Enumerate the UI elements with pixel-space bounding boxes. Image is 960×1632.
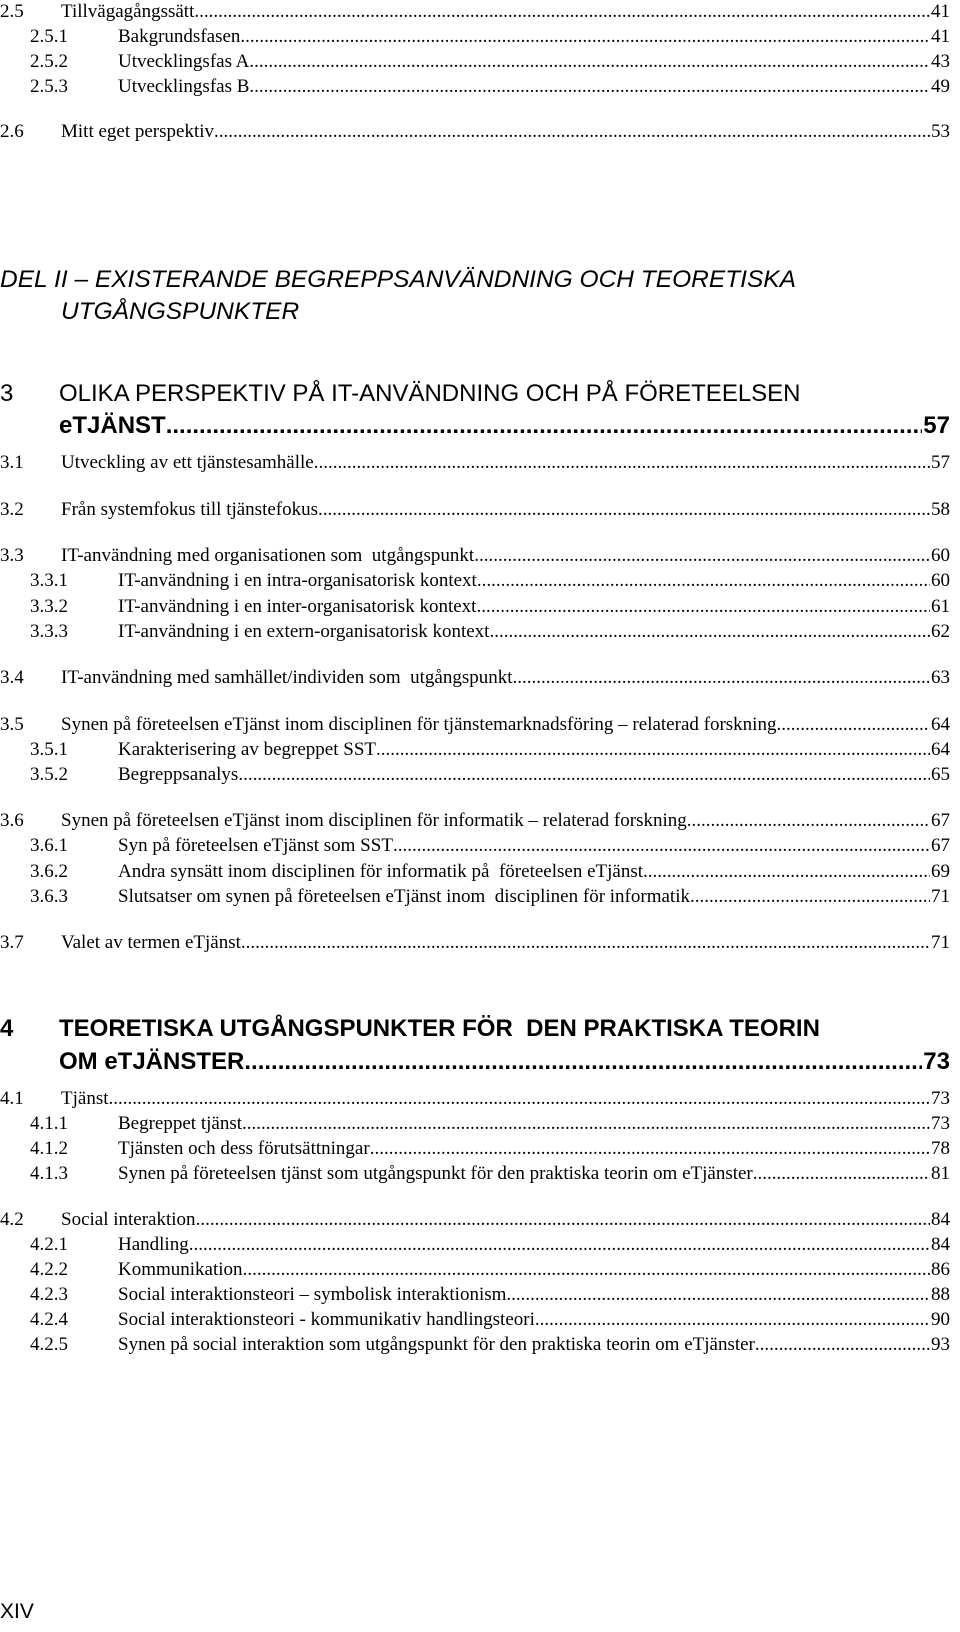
toc-entry-4-2[interactable] [0, 1208, 950, 1232]
toc-entry-page: 88 [931, 1284, 950, 1305]
toc-entry-number: 3.6.1 [30, 835, 68, 856]
toc-entry-page: 65 [931, 764, 950, 785]
toc-entry-title: Kommunikation [118, 1259, 243, 1280]
toc-entry-3-3[interactable] [0, 544, 950, 568]
toc-entry-number: 4.1.2 [30, 1138, 68, 1159]
toc-entry-3-5[interactable] [0, 713, 950, 737]
toc-entry-page: 84 [931, 1209, 950, 1230]
leader-dots [690, 885, 930, 909]
toc-entry-title: Karakterisering av begreppet SST [118, 739, 376, 760]
chapter-title-line1: OLIKA PERSPEKTIV PÅ IT-ANVÄNDNING OCH PÅ FÖRETEELSEN [59, 380, 801, 407]
leader-dots [249, 75, 930, 99]
leader-dots [474, 544, 930, 568]
toc-entry-page: 41 [931, 26, 950, 47]
toc-entry-title: Synen på företeelsen tjänst som utgångspunkt för den praktiska teorin om eTjänster [118, 1163, 753, 1184]
toc-entry-number: 3.4 [0, 667, 24, 688]
leader-dots [476, 595, 930, 619]
chapter-number: 3 [0, 380, 14, 407]
toc-entry-3-6-1[interactable] [0, 834, 950, 858]
toc-entry-title: Valet av termen eTjänst [61, 932, 241, 953]
toc-entry-4-2-1[interactable] [0, 1233, 950, 1257]
chapter-page: 73 [923, 1048, 950, 1075]
toc-entry-title: Begreppet tjänst [118, 1113, 242, 1134]
toc-entry-4-1[interactable] [0, 1087, 950, 1111]
chapter-title-line2: eTJÄNST [59, 412, 166, 439]
toc-entry-title: Handling [118, 1234, 189, 1255]
toc-entry-page: 93 [931, 1334, 950, 1355]
toc-entry-number: 4.1.3 [30, 1163, 68, 1184]
chapter-4-heading-cont[interactable] [0, 1046, 950, 1078]
toc-entry-title: Utvecklingsfas B [118, 76, 250, 97]
page-number-footer: XIV [0, 1600, 34, 1623]
toc-entry-3-6-3[interactable] [0, 885, 950, 909]
toc-entry-title: Mitt eget perspektiv [61, 121, 215, 142]
toc-entry-number: 3.7 [0, 932, 24, 953]
leader-dots [489, 620, 930, 644]
toc-entry-title: Social interaktionsteori – symbolisk interaktionism [118, 1284, 507, 1305]
chapter-title-line2: OM eTJÄNSTER [59, 1048, 245, 1075]
part-heading-line2: UTGÅNGSPUNKTER [61, 298, 300, 325]
leader-dots [242, 1112, 930, 1136]
toc-entry-page: 71 [931, 886, 950, 907]
toc-entry-title: Social interaktion [61, 1209, 196, 1230]
leader-dots [687, 809, 930, 833]
toc-entry-number: 3.6 [0, 810, 24, 831]
toc-entry-number: 4.2.5 [30, 1334, 68, 1355]
chapter-title-line1: TEORETISKA UTGÅNGSPUNKTER FÖR DEN PRAKTISKA TEORIN [59, 1015, 820, 1042]
leader-dots [506, 1283, 930, 1307]
leader-dots [214, 120, 930, 144]
toc-entry-3-4[interactable] [0, 666, 950, 690]
leader-dots [318, 498, 930, 522]
toc-entry-4-1-2[interactable] [0, 1137, 950, 1161]
toc-entry-4-2-3[interactable] [0, 1283, 950, 1307]
toc-entry-number: 4.2.3 [30, 1284, 68, 1305]
chapter-3-heading[interactable] [0, 378, 950, 410]
toc-entry-number: 3.2 [0, 499, 24, 520]
toc-entry-title: Utveckling av ett tjänstesamhälle [61, 452, 314, 473]
toc-entry-4-1-1[interactable] [0, 1112, 950, 1136]
leader-dots [477, 569, 930, 593]
toc-entry-page: 43 [931, 51, 950, 72]
toc-entry-title: IT-användning med samhället/individen som utgångspunkt [61, 667, 513, 688]
toc-entry-page: 63 [931, 667, 950, 688]
toc-entry-title: Tillvägagångssätt [61, 1, 195, 22]
toc-entry-page: 84 [931, 1234, 950, 1255]
toc-entry-3-6-2[interactable] [0, 860, 950, 884]
leader-dots [109, 1087, 931, 1111]
toc-entry-page: 62 [931, 621, 950, 642]
leader-dots [240, 25, 930, 49]
leader-dots [238, 763, 930, 787]
toc-entry-number: 3.3.2 [30, 596, 68, 617]
toc-entry-title: Social interaktionsteori - kommunikativ handlingsteori [118, 1309, 535, 1330]
toc-entry-page: 64 [931, 714, 950, 735]
toc-entry-number: 3.3 [0, 545, 24, 566]
leader-dots [376, 738, 930, 762]
leader-dots [241, 931, 930, 955]
chapter-page: 57 [923, 412, 950, 439]
toc-entry-page: 73 [931, 1113, 950, 1134]
toc-entry-title: IT-användning i en extern-organisatorisk kontext [118, 621, 490, 642]
toc-entry-3-6[interactable] [0, 809, 950, 833]
toc-entry-number: 4.2.1 [30, 1234, 68, 1255]
leader-dots [166, 410, 923, 442]
leader-dots [196, 1208, 930, 1232]
toc-entry-number: 4.1.1 [30, 1113, 68, 1134]
toc-entry-page: 57 [931, 452, 950, 473]
toc-entry-title: Andra synsätt inom disciplinen för informatik på företeelsen eTjänst [118, 861, 643, 882]
toc-entry-page: 41 [931, 1, 950, 22]
toc-entry-3-5-2[interactable] [0, 763, 950, 787]
toc-entry-4-2-4[interactable] [0, 1308, 950, 1332]
toc-entry-page: 67 [931, 810, 950, 831]
toc-entry-page: 69 [931, 861, 950, 882]
toc-entry-number: 3.6.2 [30, 861, 68, 882]
leader-dots [755, 1333, 930, 1357]
toc-entry-number: 4.2.4 [30, 1309, 68, 1330]
toc-entry-number: 4.1 [0, 1088, 24, 1109]
leader-dots [753, 1162, 930, 1186]
chapter-number: 4 [0, 1015, 14, 1042]
leader-dots [535, 1308, 930, 1332]
toc-entry-title: Synen på social interaktion som utgångspunkt för den praktiska teorin om eTjänster [118, 1334, 755, 1355]
toc-entry-title: Begreppsanalys [118, 764, 239, 785]
toc-entry-page: 67 [931, 835, 950, 856]
toc-entry-page: 64 [931, 739, 950, 760]
leader-dots [370, 1137, 930, 1161]
toc-entry-number: 3.5 [0, 714, 24, 735]
leader-dots [249, 50, 930, 74]
toc-entry-title: Synen på företeelsen eTjänst inom disciplinen för informatik – relaterad forskning [61, 810, 687, 831]
toc-entry-page: 49 [931, 76, 950, 97]
toc-entry-page: 86 [931, 1259, 950, 1280]
toc-entry-page: 81 [931, 1163, 950, 1184]
toc-entry-number: 3.3.3 [30, 621, 68, 642]
toc-entry-4-2-5[interactable] [0, 1333, 950, 1357]
toc-entry-3-3-2[interactable] [0, 595, 950, 619]
toc-entry-title: IT-användning med organisationen som utgångspunkt [61, 545, 475, 566]
chapter-3-heading-cont[interactable] [0, 410, 950, 442]
toc-entry-number: 2.6 [0, 121, 24, 142]
toc-entry-title: Tjänsten och dess förutsättningar [118, 1138, 370, 1159]
leader-dots [314, 451, 930, 475]
toc-entry-number: 2.5.3 [30, 76, 68, 97]
chapter-4-heading[interactable] [0, 1013, 950, 1045]
toc-entry-2-5[interactable] [0, 0, 950, 24]
toc-entry-number: 3.3.1 [30, 570, 68, 591]
toc-entry-number: 3.5.2 [30, 764, 68, 785]
toc-entry-number: 3.5.1 [30, 739, 68, 760]
toc-entry-page: 78 [931, 1138, 950, 1159]
toc-entry-3-5-1[interactable] [0, 738, 950, 762]
toc-entry-title: Synen på företeelsen eTjänst inom disciplinen för tjänstemarknadsföring – relaterad forskning [61, 714, 777, 735]
toc-entry-title: Utvecklingsfas A [118, 51, 250, 72]
toc-entry-number: 2.5 [0, 1, 24, 22]
leader-dots [776, 713, 930, 737]
toc-entry-3-7[interactable] [0, 931, 950, 955]
toc-entry-2-6[interactable] [0, 120, 950, 144]
toc-entry-page: 73 [931, 1088, 950, 1109]
toc-entry-2-5-1[interactable] [0, 25, 950, 49]
toc-entry-page: 53 [931, 121, 950, 142]
toc-entry-title: Tjänst [61, 1088, 109, 1109]
toc-entry-number: 4.2 [0, 1209, 24, 1230]
toc-entry-number: 3.1 [0, 452, 24, 473]
toc-entry-4-2-2[interactable] [0, 1258, 950, 1282]
toc-entry-title: Från systemfokus till tjänstefokus [61, 499, 319, 520]
part-heading-line1: DEL II – EXISTERANDE BEGREPPSANVÄNDNING OCH TEORETISKA [0, 266, 796, 293]
toc-entry-number: 2.5.1 [30, 26, 68, 47]
leader-dots [643, 860, 930, 884]
toc-entry-title: IT-användning i en intra-organisatorisk kontext [118, 570, 477, 591]
toc-entry-3-3-1[interactable] [0, 569, 950, 593]
toc-entry-page: 90 [931, 1309, 950, 1330]
leader-dots [393, 834, 930, 858]
toc-entry-3-3-3[interactable] [0, 620, 950, 644]
toc-entry-title: Syn på företeelsen eTjänst som SST [118, 835, 393, 856]
toc-entry-title: Bakgrundsfasen [118, 26, 241, 47]
leader-dots [243, 1258, 930, 1282]
toc-entry-2-5-3[interactable] [0, 75, 950, 99]
toc-entry-page: 60 [931, 545, 950, 566]
leader-dots [513, 666, 930, 690]
leader-dots [194, 0, 930, 24]
toc-entry-4-1-3[interactable] [0, 1162, 950, 1186]
toc-entry-page: 61 [931, 596, 950, 617]
toc-entry-page: 60 [931, 570, 950, 591]
toc-entry-title: IT-användning i en inter-organisatorisk kontext [118, 596, 477, 617]
toc-entry-3-2[interactable] [0, 498, 950, 522]
toc-entry-number: 3.6.3 [30, 886, 68, 907]
toc-entry-page: 71 [931, 932, 950, 953]
toc-entry-number: 2.5.2 [30, 51, 68, 72]
toc-entry-3-1[interactable] [0, 451, 950, 475]
toc-entry-2-5-2[interactable] [0, 50, 950, 74]
toc-entry-page: 58 [931, 499, 950, 520]
leader-dots [189, 1233, 930, 1257]
toc-entry-number: 4.2.2 [30, 1259, 68, 1280]
leader-dots [244, 1046, 922, 1078]
toc-entry-title: Slutsatser om synen på företeelsen eTjänst inom disciplinen för informatik [118, 886, 690, 907]
